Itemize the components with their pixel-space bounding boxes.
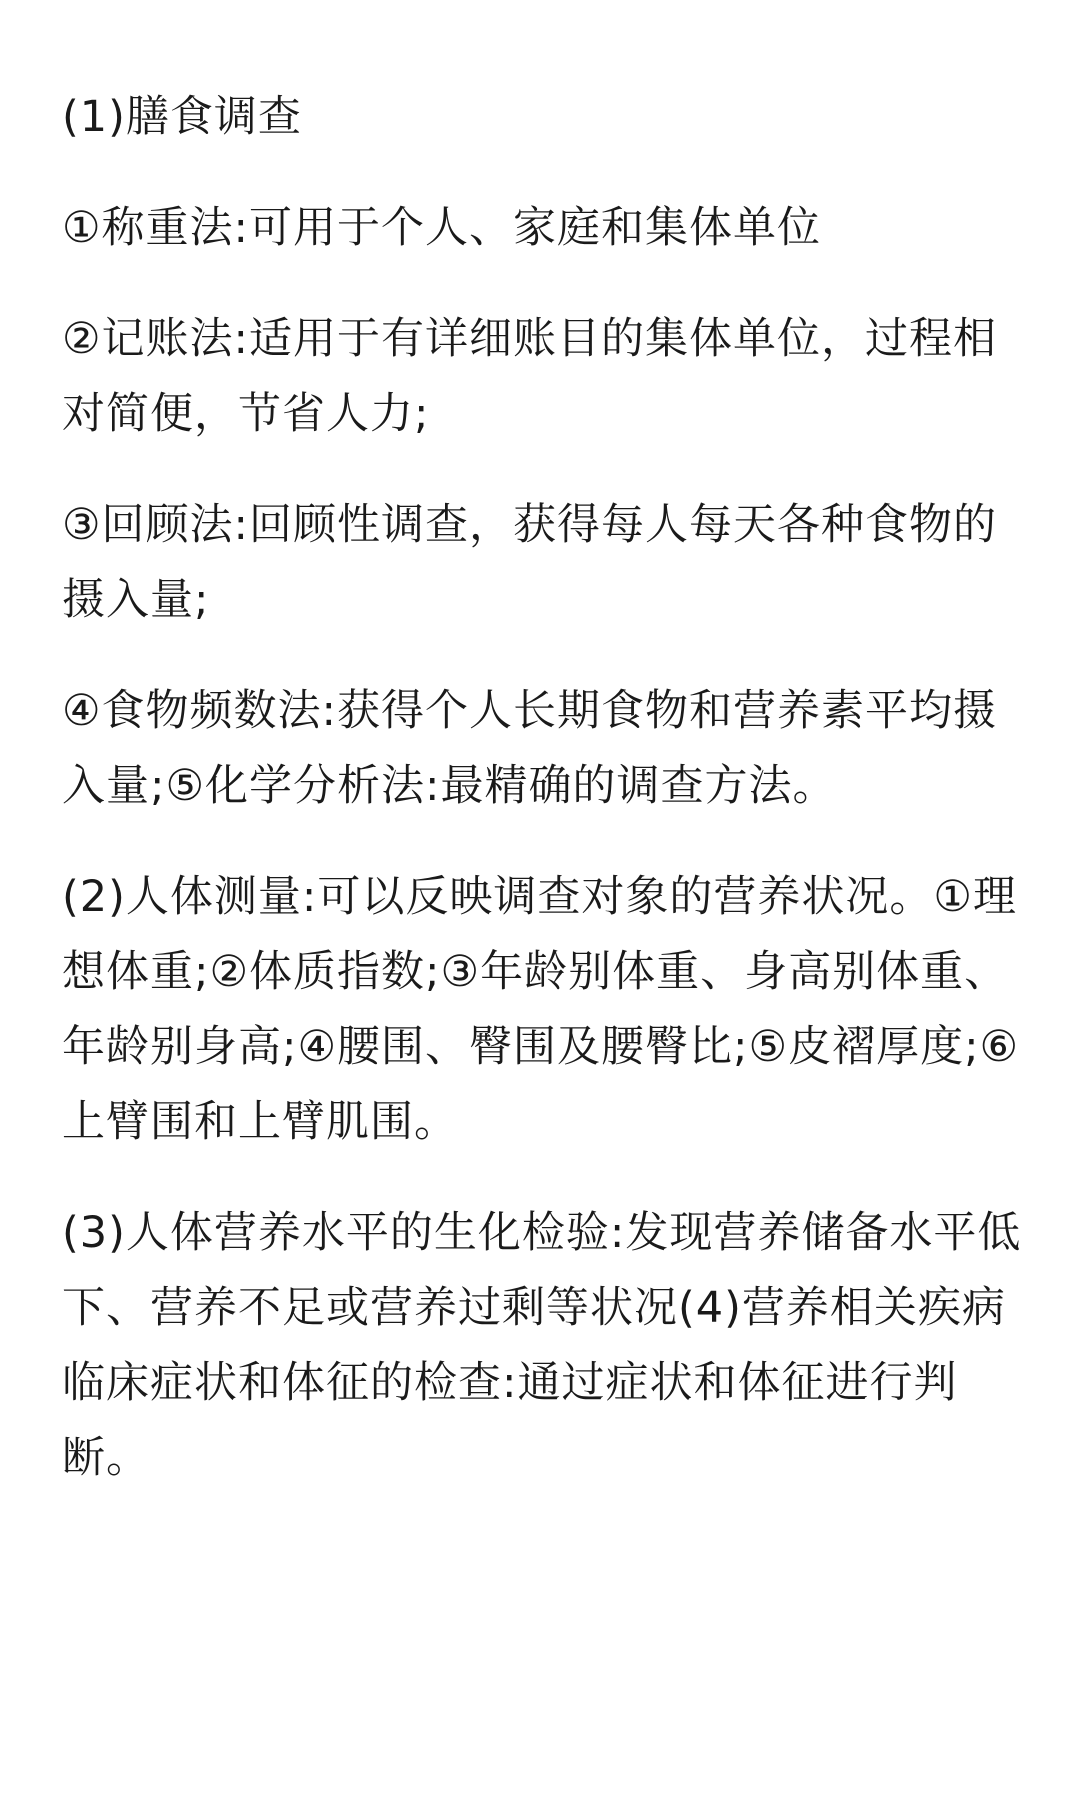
biochemical-test-text: (3)人体营养水平的生化检验:发现营养储备水平低下、营养不足或营养过剩等状况(4)营养相关疾病临床症状和体征的检查:通过症状和体征进行判断。: [62, 1208, 1022, 1483]
bookkeeping-method-text: ②记账法:适用于有详细账目的集体单位，过程相对简便，节省人力;: [62, 314, 998, 439]
anthropometry-text: (2)人体测量:可以反映调查对象的营养状况。①理想体重;②体质指数;③年龄别体重、身高别体重、年龄别身高;④腰围、臀围及腰臀比;⑤皮褶厚度;⑥上臂围和上臂肌围。: [62, 872, 1020, 1147]
weighing-method-text: ①称重法:可用于个人、家庭和集体单位: [62, 203, 822, 253]
article-body: [62, 80, 1022, 1532]
recall-method-text: ③回顾法:回顾性调查，获得每人每天各种食物的摄入量;: [62, 500, 998, 625]
food-frequency-method-text: ④食物频数法:获得个人长期食物和营养素平均摄入量;⑤化学分析法:最精确的调查方法。: [62, 686, 998, 811]
section-heading-diet-survey: (1)膳食调查: [62, 92, 302, 142]
